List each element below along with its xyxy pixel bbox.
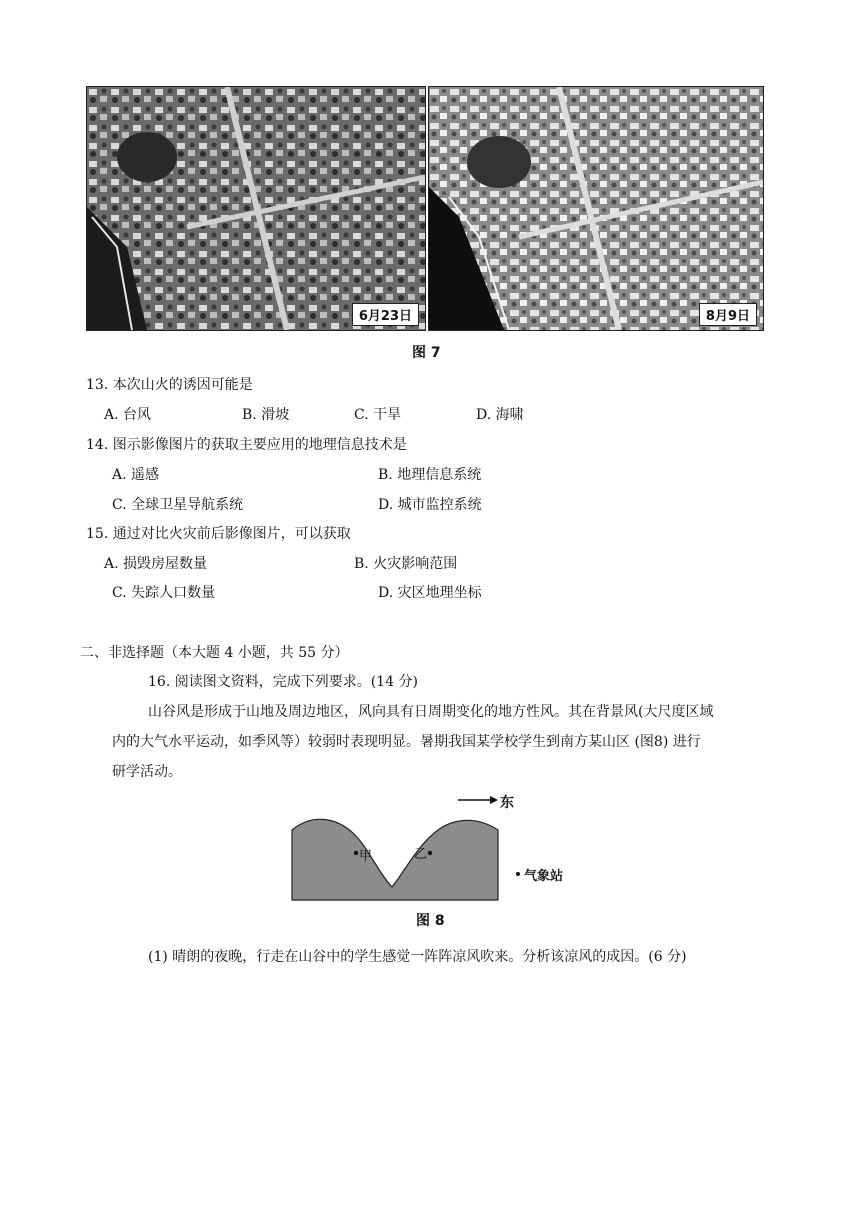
weather-station-marker	[516, 872, 520, 876]
question-13-stem: 13. 本次山火的诱因可能是	[86, 377, 253, 393]
question-15-option-b: B. 火灾影响范围	[354, 556, 458, 572]
question-14-stem: 14. 图示影像图片的获取主要应用的地理信息技术是	[86, 437, 407, 453]
question-15-option-c: C. 失踪人口数量	[112, 585, 216, 601]
aerial-photo-after-image	[429, 87, 763, 330]
question-16-stem: 16. 阅读图文资料，完成下列要求。(14 分)	[148, 674, 418, 690]
question-15-option-d: D. 灾区地理坐标	[378, 585, 482, 601]
figure-8-caption: 图 8	[416, 913, 445, 929]
question-16-1: (1) 晴朗的夜晚，行走在山谷中的学生感觉一阵阵凉风吹来。分析该凉风的成因。(6 分)	[148, 949, 687, 965]
valley-profile	[292, 819, 498, 900]
question-15-stem: 15. 通过对比火灾前后影像图片，可以获取	[86, 526, 351, 542]
east-direction-label: 东	[500, 795, 514, 811]
question-13-option-a: A. 台风	[104, 407, 152, 423]
aerial-photo-before	[86, 86, 426, 331]
question-15-option-a: A. 损毁房屋数量	[104, 556, 208, 572]
question-16-paragraph-line-3: 研学活动。	[112, 764, 182, 780]
question-13-option-d: D. 海啸	[476, 407, 524, 423]
point-jia-label: 甲	[359, 849, 373, 864]
point-jia-marker	[354, 851, 358, 855]
point-yi-marker	[428, 851, 432, 855]
question-16-paragraph-line-1: 山谷风是形成于山地及周边地区，风向具有日周期变化的地方性风。其在背景风(大尺度区域	[148, 704, 714, 720]
point-yi-label: 乙	[414, 847, 428, 862]
section-2-heading: 二、非选择题（本大题 4 小题，共 55 分）	[80, 645, 349, 661]
question-14-option-a: A. 遥感	[112, 467, 160, 483]
question-16-paragraph-line-2: 内的大气水平运动，如季风等）较弱时表现明显。暑期我国某学校学生到南方某山区 (图8) 进行	[112, 734, 701, 750]
question-14-option-d: D. 城市监控系统	[378, 497, 482, 513]
aerial-photo-before-image	[87, 87, 425, 330]
question-14-option-c: C. 全球卫星导航系统	[112, 497, 244, 513]
weather-station-label: 气象站	[524, 869, 564, 884]
figure-7-caption: 图 7	[412, 345, 441, 361]
figure-8-valley-diagram	[290, 790, 590, 902]
question-13-option-c: C. 干旱	[354, 407, 402, 423]
question-14-option-b: B. 地理信息系统	[378, 467, 482, 483]
photo-date-label-before: 6月23日	[352, 303, 419, 326]
aerial-photo-after	[428, 86, 764, 331]
photo-date-label-after: 8月9日	[699, 303, 757, 326]
east-arrow-head	[490, 796, 498, 804]
question-13-option-b: B. 滑坡	[242, 407, 290, 423]
